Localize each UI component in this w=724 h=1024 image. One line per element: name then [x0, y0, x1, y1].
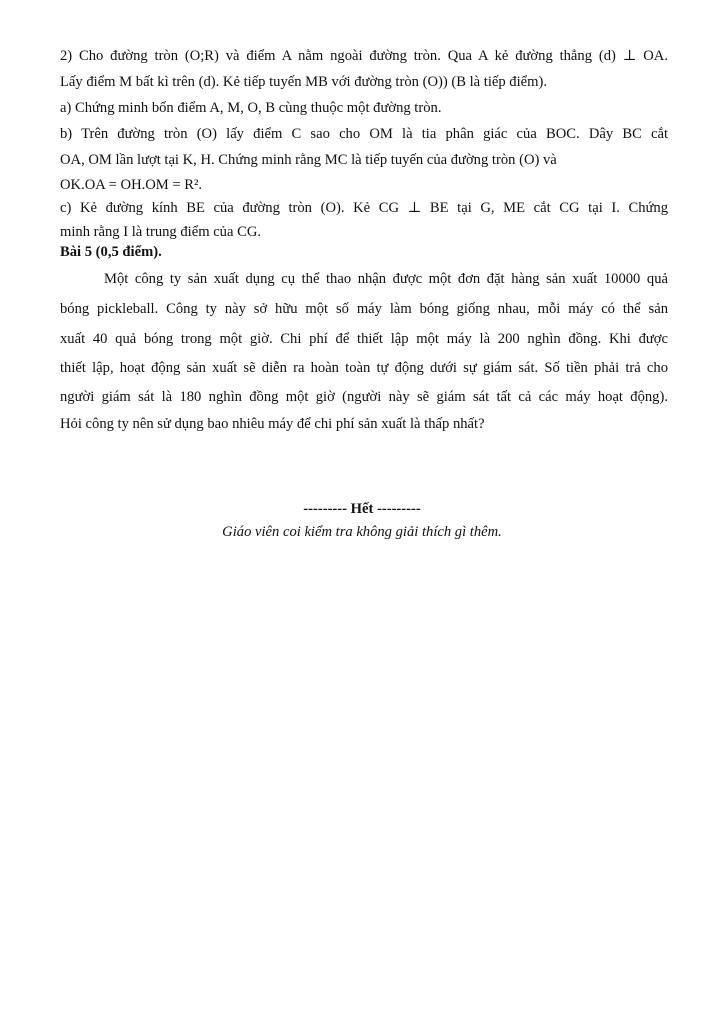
problem-5-line-5: người giám sát là 180 nghìn đồng một giờ (người này sẽ giám sát tất cả các máy hoạt động). [60, 389, 668, 405]
problem-5-line-3: xuất 40 quả bóng trong một giờ. Chi phí để thiết lập một máy là 200 nghìn đồng. Khi được [60, 331, 668, 347]
footer-note: Giáo viên coi kiểm tra không giải thích gì thêm. [222, 524, 502, 540]
part-c-line-2: minh rằng I là trung điểm của CG. [60, 224, 262, 240]
part-b-line-2: OA, OM lần lượt tại K, H. Chứng minh rằng MC là tiếp tuyến của đường tròn (O) và [60, 152, 557, 168]
problem-5-line-1: Một công ty sản xuất dụng cụ thể thao nhận được một đơn đặt hàng sản xuất 10000 quả [104, 271, 668, 287]
problem-intro-line-1: 2) Cho đường tròn (O;R) và điểm A nằm ngoài đường tròn. Qua A kẻ đường thẳng (d) ⊥ OA. [60, 48, 668, 64]
problem-5-line-6: Hỏi công ty nên sử dụng bao nhiêu máy để chi phí sản xuất là thấp nhất? [60, 416, 485, 432]
part-a-text: a) Chứng minh bốn điểm A, M, O, B cùng thuộc một đường tròn. [60, 100, 442, 116]
part-c-line-1: c) Kẻ đường kính BE của đường tròn (O). Kẻ CG ⊥ BE tại G, ME cắt CG tại I. Chứng [60, 200, 668, 216]
problem-5-line-2: bóng pickleball. Công ty này sở hữu một số máy làm bóng giống nhau, mỗi máy có thể sản [60, 301, 668, 317]
problem-intro-line-2: Lấy điểm M bất kì trên (d). Kẻ tiếp tuyến MB với đường tròn (O)) (B là tiếp điểm). [60, 74, 547, 90]
end-marker: --------- Hết --------- [303, 501, 421, 517]
problem-5-line-4: thiết lập, hoạt động sản xuất sẽ diễn ra hoàn toàn tự động dưới sự giám sát. Số tiền phải trả cho [60, 360, 668, 376]
part-b-line-1: b) Trên đường tròn (O) lấy điểm C sao cho OM là tia phân giác của BOC. Dây BC cắt [60, 126, 668, 142]
problem-5-heading: Bài 5 (0,5 điểm). [60, 244, 162, 260]
part-b-line-3: OK.OA = OH.OM = R². [60, 177, 203, 193]
